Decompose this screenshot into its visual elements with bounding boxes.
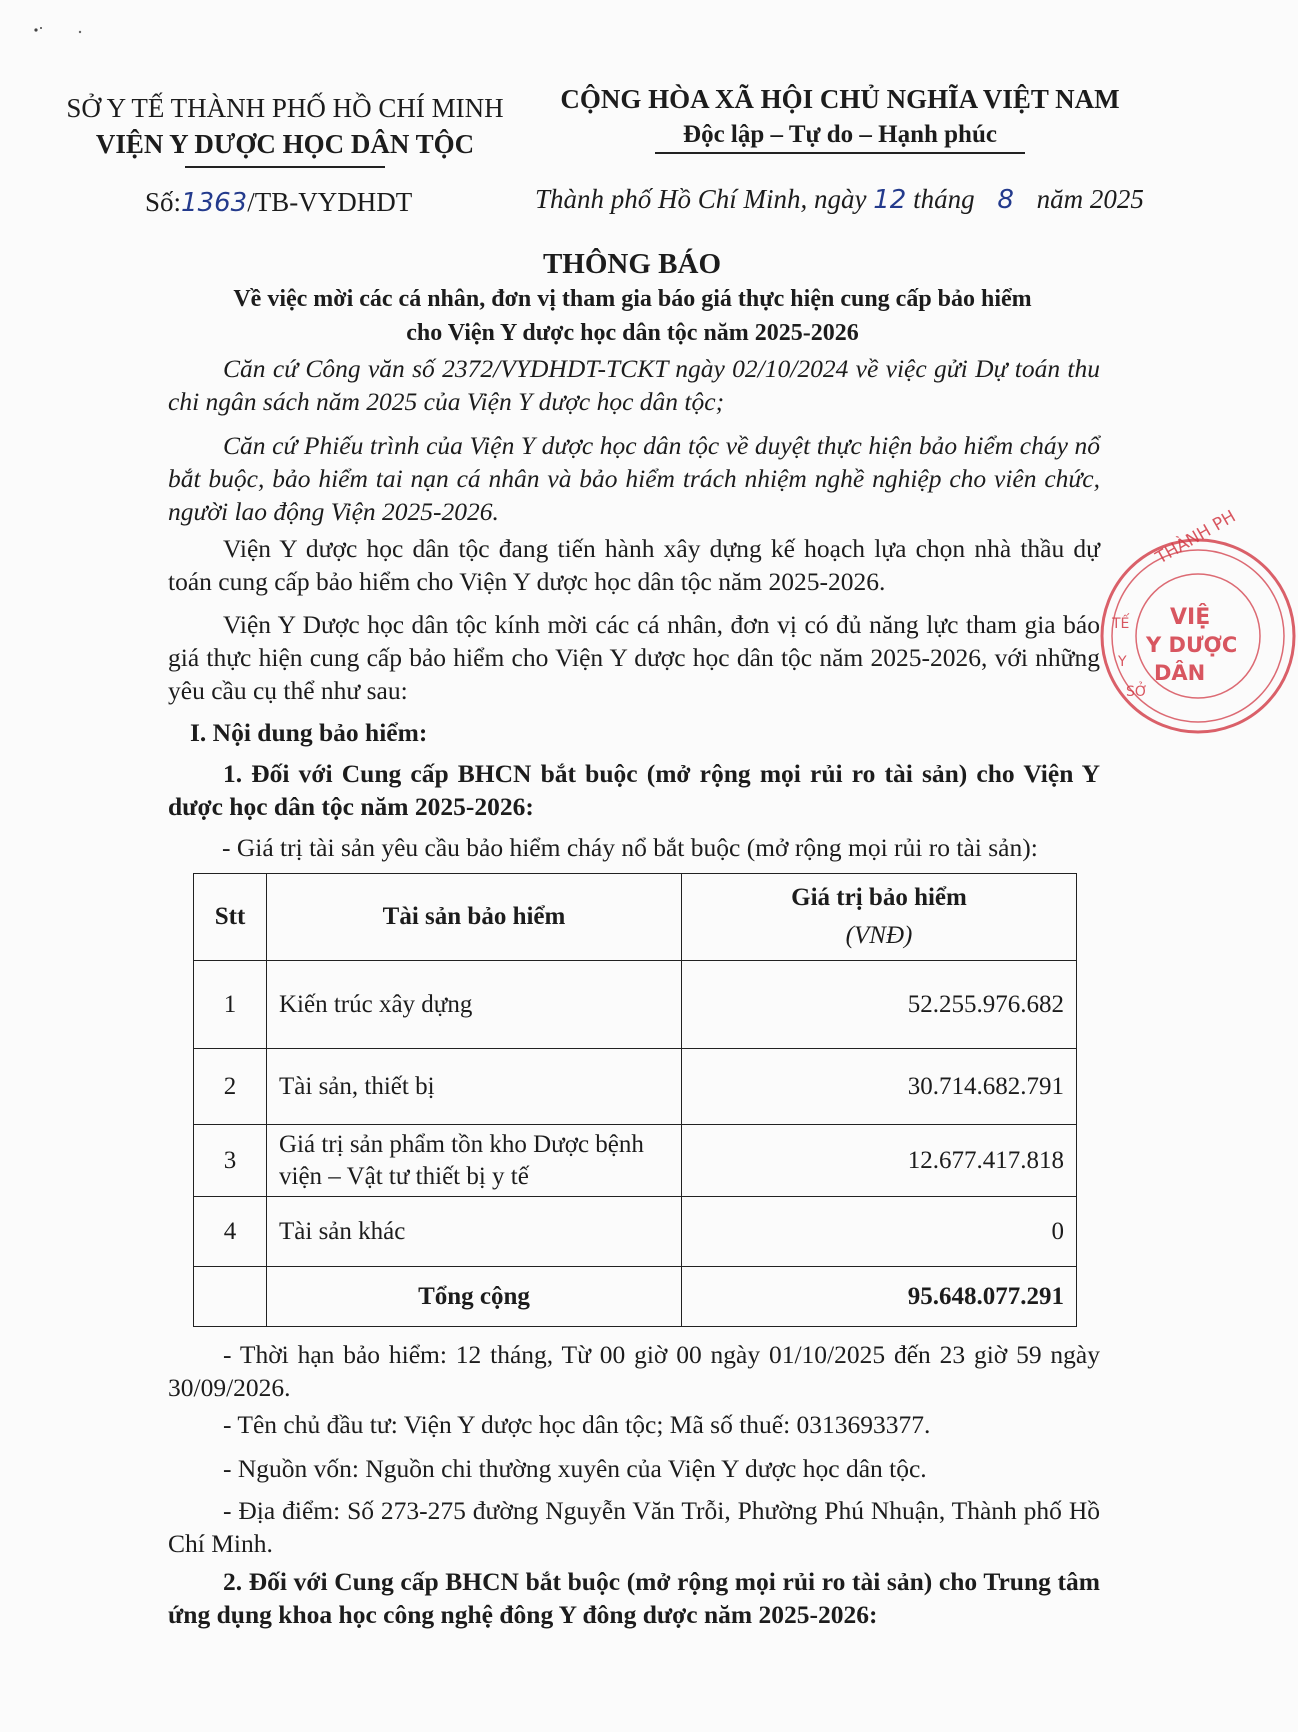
row-value: 12.677.417.818 (682, 1125, 1077, 1197)
stamp-center-line-1: VIỆ (1170, 605, 1211, 630)
row-stt: 3 (194, 1125, 267, 1197)
legal-basis-1: Căn cứ Công văn số 2372/VYDHDT-TCKT ngày 02/10/2024 về việc gửi Dự toán thu chi ngân sách năm 2025 của Viện Y dược học dân tộc; (168, 354, 1100, 416)
document-number (145, 187, 412, 218)
nation-name: CỘNG HÒA XÃ HỘI CHỦ NGHĨA VIỆT NAM (560, 84, 1120, 114)
row-value: 52.255.976.682 (682, 961, 1077, 1049)
agency-underline (185, 166, 385, 168)
total-stt-empty (194, 1267, 267, 1327)
item-2-heading: 2. Đối với Cung cấp BHCN bắt buộc (mở rộng mọi rủi ro tài sản) cho Trung tâm ứng dụng khoa học công nghệ đông Y đông dược năm 2025-2026: (168, 1567, 1100, 1629)
location-info: - Địa điểm: Số 273-275 đường Nguyễn Văn Trỗi, Phường Phú Nhuận, Thành phố Hồ Chí Minh. (168, 1496, 1100, 1558)
date-prefix: Thành phố Hồ Chí Minh, ngày (535, 184, 867, 214)
col-header-value (682, 874, 1077, 961)
total-label: Tổng cộng (267, 1267, 682, 1327)
paragraph-plan: Viện Y dược học dân tộc đang tiến hành xây dựng kế hoạch lựa chọn nhà thầu dự toán cung cấp bảo hiểm cho Viện Y dược học dân tộc năm 2025-2026. (168, 534, 1100, 596)
table-row (194, 1049, 1077, 1125)
table-total-row (194, 1267, 1077, 1327)
agency-name: VIỆN Y DƯỢC HỌC DÂN TỘC (95, 129, 475, 159)
doc-no-suffix: /TB-VYDHDT (247, 187, 413, 217)
issue-date (535, 184, 1144, 215)
table-row (194, 1197, 1077, 1267)
doc-no-prefix: Số: (145, 187, 182, 217)
col-header-value-label: Giá trị bảo hiểm (791, 884, 967, 911)
row-value: 30.714.682.791 (682, 1049, 1077, 1125)
date-day-handwritten: 12 (873, 185, 907, 215)
stamp-center-line-3: DÂN (1154, 661, 1206, 685)
insured-assets-table (193, 873, 1077, 1327)
investor-info: - Tên chủ đầu tư: Viện Y dược học dân tộc; Mã số thuế: 0313693377. (223, 1410, 931, 1439)
scan-specks (30, 20, 90, 45)
stamp-ring-text-2: TẾ (1112, 616, 1130, 632)
row-stt: 2 (194, 1049, 267, 1125)
table-row (194, 961, 1077, 1049)
table-header-row (194, 874, 1077, 961)
page-subtitle (140, 282, 1125, 350)
insurance-term: - Thời hạn bảo hiểm: 12 tháng, Từ 00 giờ 00 ngày 01/10/2025 đến 23 giờ 59 ngày 30/09/2026. (168, 1340, 1100, 1402)
stamp-ring-text-4: SỞ (1126, 684, 1148, 700)
funding-source: - Nguồn vốn: Nguồn chi thường xuyên của Viện Y dược học dân tộc. (223, 1454, 927, 1483)
page-title: THÔNG BÁO (542, 248, 722, 280)
stamp-ring-text: THÀNH PH (1152, 506, 1240, 569)
row-stt: 1 (194, 961, 267, 1049)
item-1-heading: 1. Đối với Cung cấp BHCN bắt buộc (mở rộng mọi rủi ro tài sản) cho Viện Y dược học dân tộc năm 2025-2026: (168, 759, 1100, 821)
total-value: 95.648.077.291 (682, 1267, 1077, 1327)
row-asset: Giá trị sản phẩm tồn kho Dược bệnh viện – Vật tư thiết bị y tế (267, 1125, 682, 1197)
section-heading-1: I. Nội dung bảo hiểm: (190, 718, 428, 747)
legal-basis-2: Căn cứ Phiếu trình của Viện Y dược học dân tộc về duyệt thực hiện bảo hiểm cháy nổ bắt buộc, bảo hiểm tai nạn cá nhân và bảo hiểm trách nhiệm nghề nghiệp cho viên chức, người lao động Viện 2025-2026. (168, 431, 1100, 526)
issuing-agency (55, 90, 515, 168)
date-month-handwritten: 8 (997, 185, 1014, 215)
agency-parent: SỞ Y TẾ THÀNH PHỐ HỒ CHÍ MINH (66, 93, 504, 123)
paragraph-invitation: Viện Y Dược học dân tộc kính mời các cá nhân, đơn vị có đủ năng lực tham gia báo giá thực hiện cung cấp bảo hiểm cho Viện Y dược học dân tộc năm 2025-2026, với những yêu cầu cụ thể như sau: (168, 610, 1100, 705)
row-value: 0 (682, 1197, 1077, 1267)
date-month-label: tháng (913, 184, 975, 214)
stamp-ring-text-3: Y (1118, 654, 1127, 670)
nation-motto: Độc lập – Tự do – Hạnh phúc (683, 121, 997, 148)
col-header-stt: Stt (194, 874, 267, 961)
table-intro: - Giá trị tài sản yêu cầu bảo hiểm cháy nổ bắt buộc (mở rộng mọi rủi ro tài sản): (222, 833, 1038, 862)
row-asset: Tài sản, thiết bị (267, 1049, 682, 1125)
subtitle-line-1: Về việc mời các cá nhân, đơn vị tham gia báo giá thực hiện cung cấp bảo hiểm (233, 286, 1032, 312)
subtitle-line-2: cho Viện Y dược học dân tộc năm 2025-2026 (406, 320, 859, 346)
official-red-stamp (1098, 506, 1298, 736)
col-header-value-unit: (VNĐ) (845, 922, 913, 949)
row-asset: Kiến trúc xây dựng (267, 961, 682, 1049)
row-stt: 4 (194, 1197, 267, 1267)
date-year: năm 2025 (1036, 184, 1144, 214)
col-header-asset: Tài sản bảo hiểm (267, 874, 682, 961)
stamp-center-line-2: Y DƯỢC (1146, 633, 1238, 657)
national-header (530, 80, 1150, 154)
table-row (194, 1125, 1077, 1197)
motto-underline (655, 152, 1025, 154)
doc-no-handwritten: 1363 (181, 188, 248, 218)
row-asset: Tài sản khác (267, 1197, 682, 1267)
